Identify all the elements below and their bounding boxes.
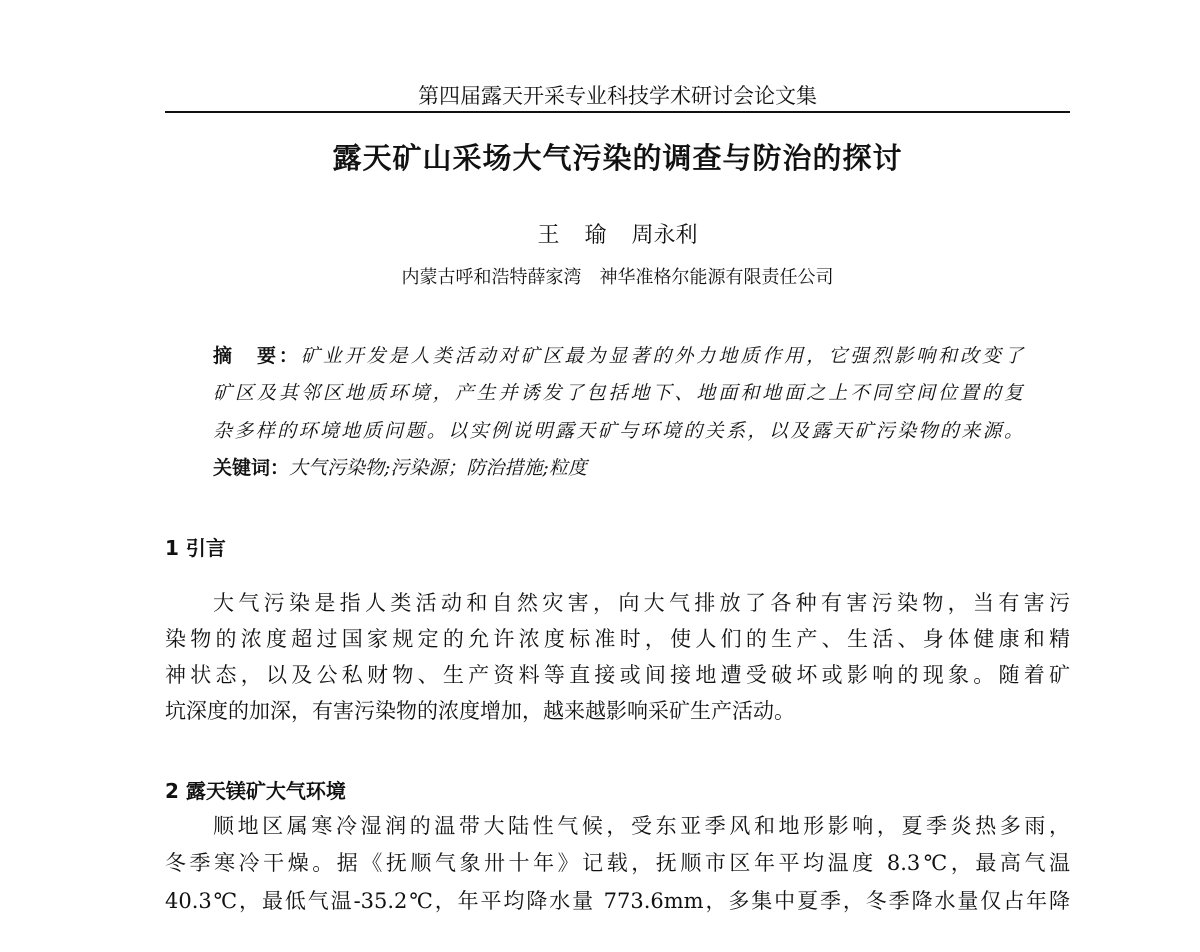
paragraph-line: 40.3℃，最低气温-35.2℃，年平均降水量 773.6mm，多集中夏季，冬季降水量仅占年降 (165, 889, 1070, 913)
section-heading: 1 引言 (165, 536, 226, 560)
authors: 王 瑜 周永利 (537, 223, 698, 248)
keywords: 大气污染物;污染源；防治措施;粒度 (289, 457, 587, 479)
abstract-line: 矿区及其邻区地质环境，产生并诱发了包括地下、地面和地面之上不同空间位置的复 (213, 382, 1023, 404)
paragraph-line: 染物的浓度超过国家规定的允许浓度标准时，使人们的生产、生活、身体健康和精 (165, 627, 1070, 651)
paragraph-line: 冬季寒冷干燥。据《抚顺气象卅十年》记载，抚顺市区年平均温度 8.3℃，最高气温 (165, 851, 1070, 875)
running-header: 第四届露天开采专业科技学术研讨会论文集 (418, 84, 817, 108)
keywords-label: 关键词： (213, 457, 290, 479)
header-rule (165, 111, 1070, 113)
section-heading: 2 露天镁矿大气环境 (165, 779, 346, 803)
paragraph-line: 神状态，以及公私财物、生产资料等直接或间接地遭受破坏或影响的现象。随着矿 (165, 663, 1070, 687)
paragraph-line: 大气污染是指人类活动和自然灾害，向大气排放了各种有害污染物，当有害污 (213, 591, 1070, 615)
keywords-line (213, 453, 1023, 480)
abstract-line: 杂多样的环境地质问题。以实例说明露天矿与环境的关系，以及露天矿污染物的来源。 (213, 420, 1023, 442)
paragraph-line: 坑深度的加深，有害污染物的浓度增加，越来越影响采矿生产活动。 (165, 699, 795, 723)
affiliation: 内蒙古呼和浩特薛家湾 神华准格尔能源有限责任公司 (401, 267, 834, 288)
paper-title: 露天矿山采场大气污染的调查与防治的探讨 (332, 141, 903, 175)
paragraph-line: 顺地区属寒冷湿润的温带大陆性气候，受东亚季风和地形影响，夏季炎热多雨， (213, 814, 1070, 838)
abstract-line: 摘 要：矿业开发是人类活动对矿区最为显著的外力地质作用，它强烈影响和改变了 (213, 345, 1023, 367)
abstract-label: 摘 要： (213, 345, 301, 367)
